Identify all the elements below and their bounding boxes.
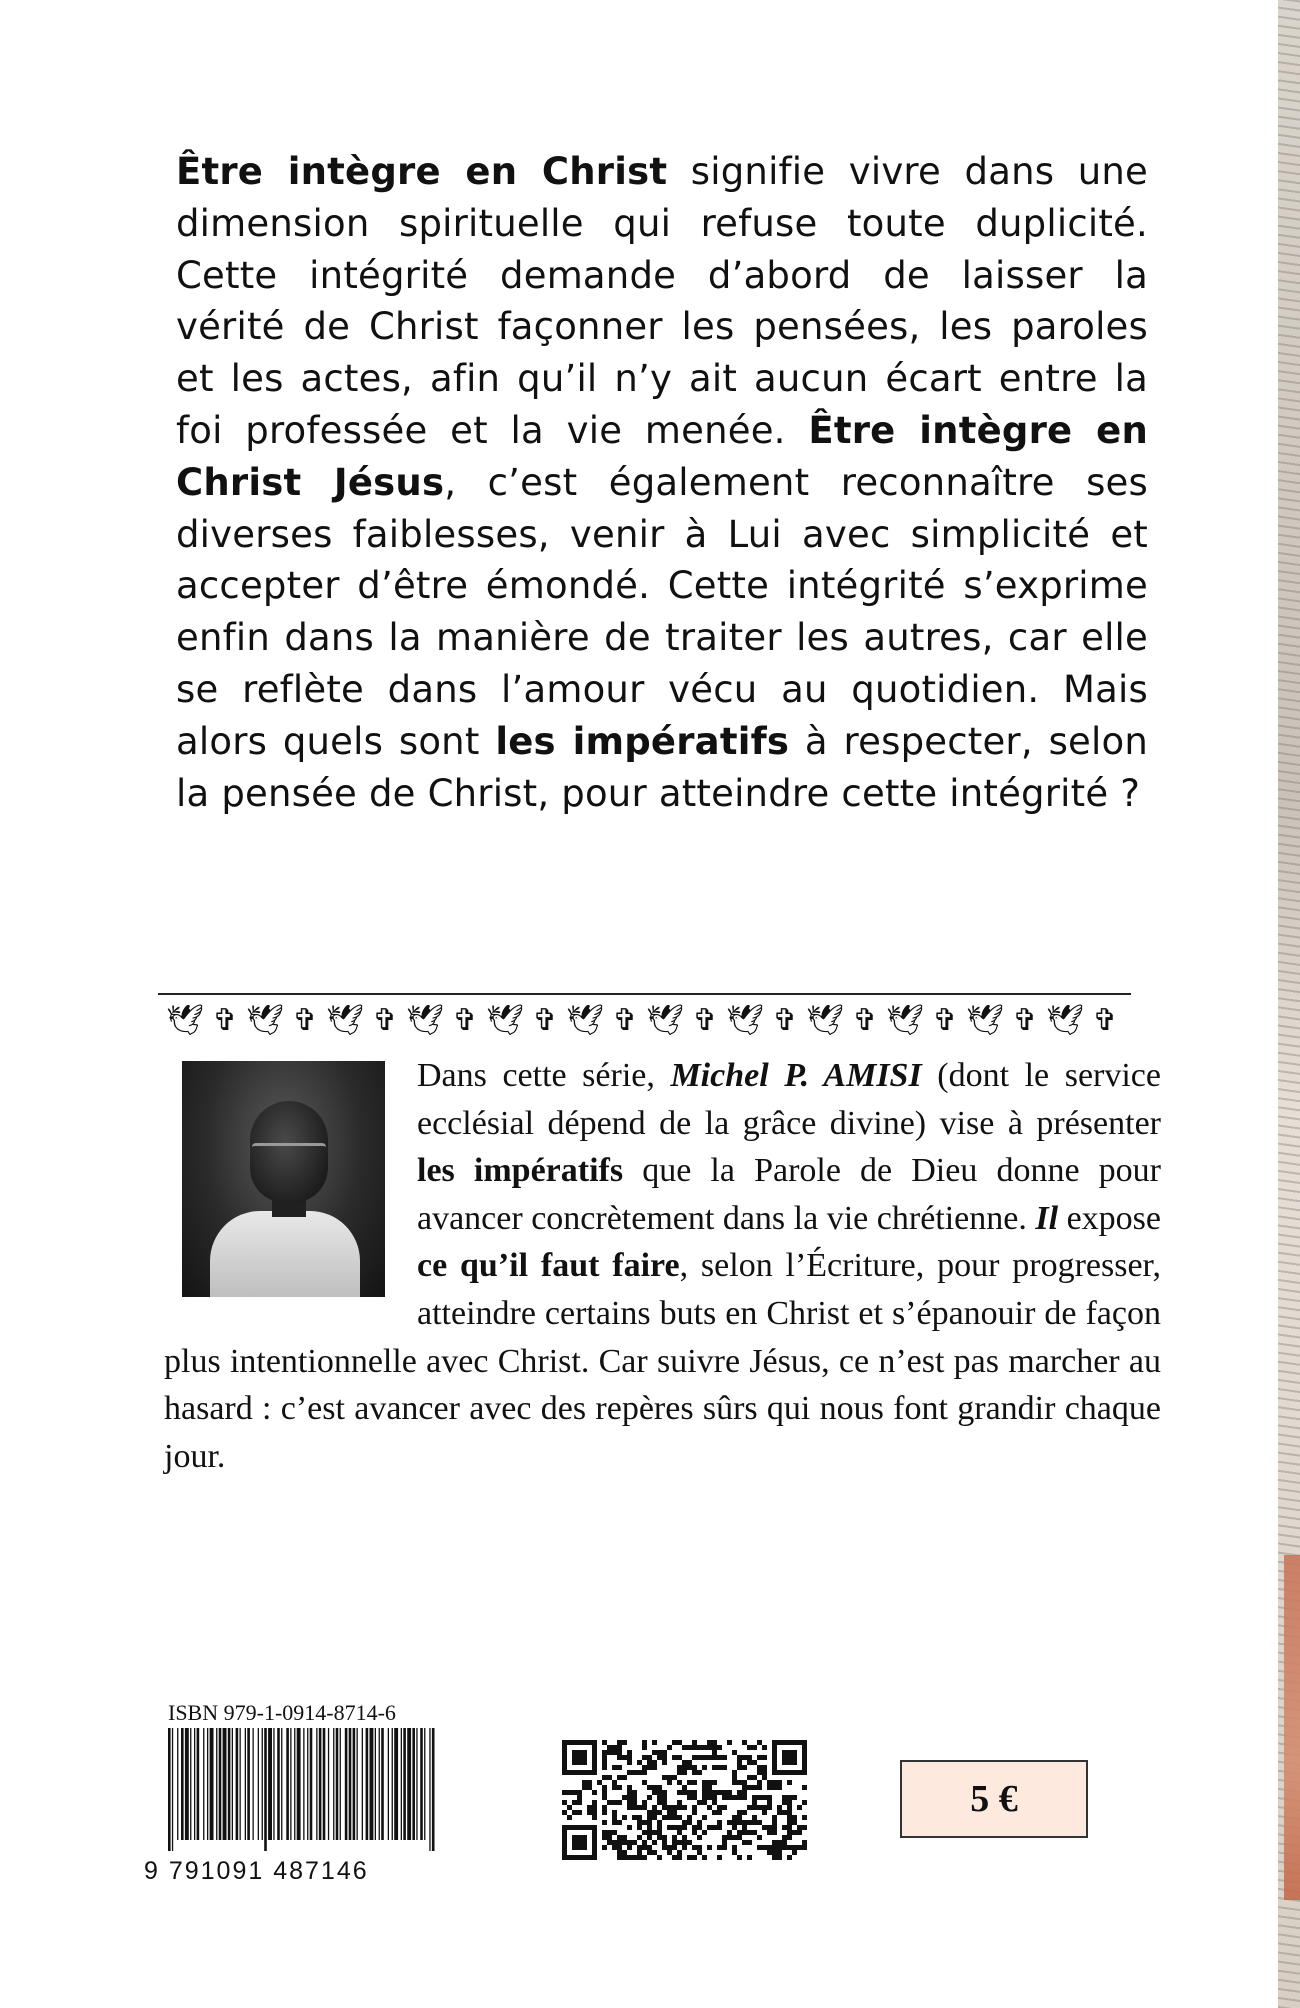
cross-icon: ✞ [852,1003,878,1038]
dove-icon: 🕊 [1045,1003,1085,1038]
bio-il: Il [1035,1199,1059,1237]
isbn-label: ISBN 979-1-0914-8714-6 [168,1700,396,1725]
dove-icon: 🕊 [485,1003,525,1038]
barcode-digits: 9 791091 487146 [144,1857,369,1885]
cross-icon: ✞ [932,1003,958,1038]
bio-bold-2: ce qu’il faut faire [417,1247,680,1285]
dove-icon: 🕊 [805,1003,845,1038]
dove-icon: 🕊 [725,1003,765,1038]
bio-text-3: que la Parole de Dieu donne pour avancer concrètement dans la vie chrétienne. [417,1152,1161,1237]
spine-edge-accent [1284,1555,1300,1900]
bio-text-4: expose [1058,1199,1161,1237]
cross-icon: ✞ [292,1003,318,1038]
blurb-text-1: signifie vivre dans une dimension spirituelle qui refuse toute duplicité. Cette intégrité demande d’abord de laisser la vérité de Christ façonner les pensées, les paroles et les actes, afin qu’il n’y ait aucun écart entre la foi professée et la vie menée. [176,150,1148,452]
blurb-bold-2: Être intègre en Christ Jésus [176,408,1149,504]
price-label: 5 € [970,1778,1018,1820]
author-bio [164,1052,1161,1480]
dove-icon: 🕊 [885,1003,925,1038]
cross-icon: ✞ [372,1003,398,1038]
cross-icon: ✞ [692,1003,718,1038]
cross-icon: ✞ [452,1003,478,1038]
cross-icon: ✞ [1012,1003,1038,1038]
bio-text-1: Dans cette série, [417,1057,671,1094]
bio-text-2: (dont le service ecclésial dépend de la grâce divine) vise à présenter [417,1057,1161,1142]
author-name: Michel P. AMISI [670,1057,922,1094]
bio-bold-1: les impératifs [417,1152,624,1190]
bio-text-5: , selon l’Écriture, pour progresser, atteindre certains buts en Christ et s’épanouir de façon plus intentionnelle avec Christ. Car suivre Jésus, ce n’est pas marcher au hasard : c’est avancer avec des repères sûrs qui nous font grandir chaque jour. [164,1247,1161,1475]
blurb-text-3: à respecter, selon la pensée de Christ, pour atteindre cette intégrité ? [176,719,1148,815]
cross-icon: ✞ [1092,1003,1118,1038]
section-divider [158,993,1131,995]
cross-icon: ✞ [532,1003,558,1038]
blurb-bold-3: les impératifs [495,719,790,763]
back-cover-blurb [176,146,1148,819]
dove-icon: 🕊 [405,1003,445,1038]
dove-icon: 🕊 [645,1003,685,1038]
dove-icon: 🕊 [565,1003,605,1038]
dove-icon: 🕊 [165,1003,205,1038]
dove-icon: 🕊 [965,1003,1005,1038]
price-box [900,1760,1088,1838]
qr-code-icon [562,1740,807,1860]
cross-icon: ✞ [612,1003,638,1038]
blurb-text-2: , c’est également reconnaître ses diverses faiblesses, venir à Lui avec simplicité et accepter d’être émondé. Cette intégrité s’exprime enfin dans la manière de traiter les autres, car elle se reflète dans l’amour vécu au quotidien. Mais alors quels sont [176,460,1148,763]
dove-icon: 🕊 [245,1003,285,1038]
blurb-bold-1: Être intègre en Christ [176,150,668,193]
ornament-row [165,1003,1128,1039]
cross-icon: ✞ [212,1003,238,1038]
cross-icon: ✞ [772,1003,798,1038]
dove-icon: 🕊 [325,1003,365,1038]
barcode-icon [166,1728,436,1851]
